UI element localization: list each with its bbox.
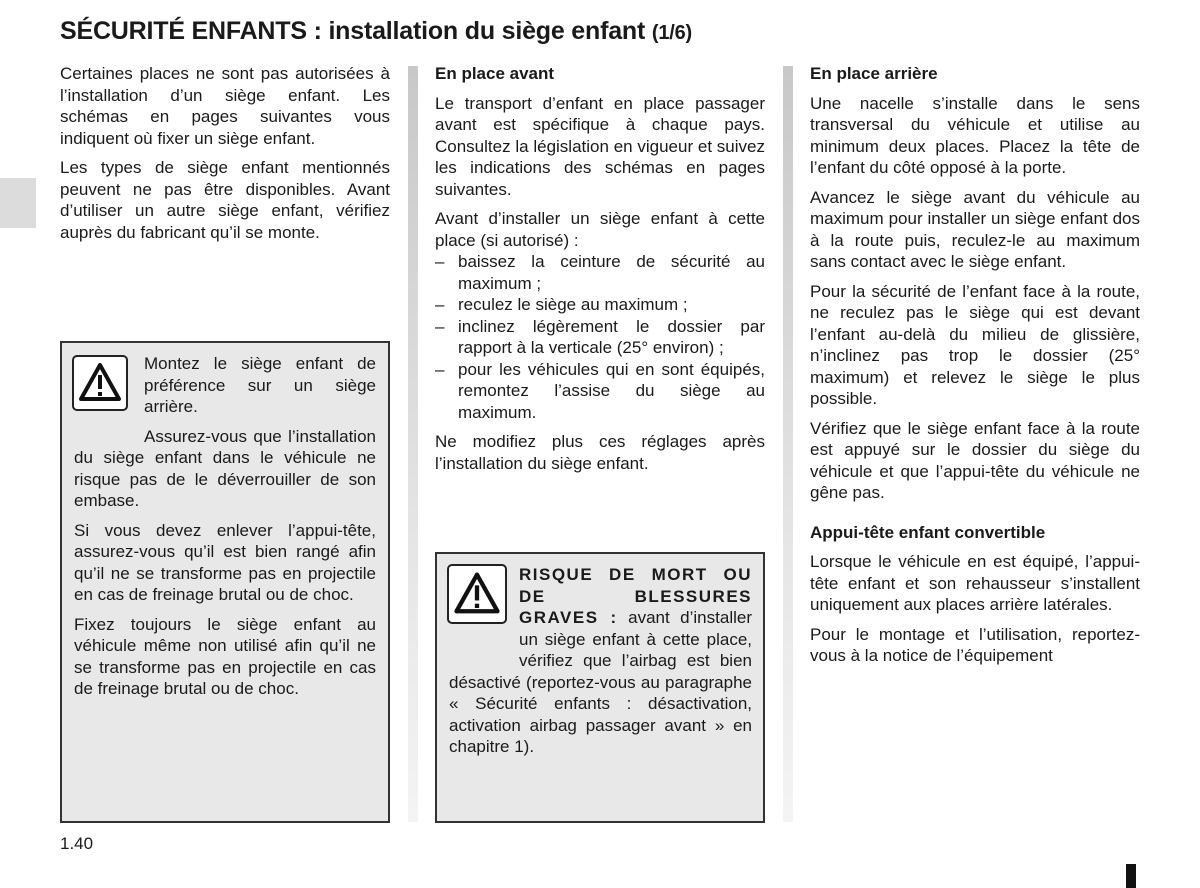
paragraph: Les types de siège enfant mentionnés peuvent ne pas être disponibles. Avant d’utiliser un autre siège enfant, vérifiez auprès du fabricant qu’il se monte.	[60, 158, 390, 242]
list-item: – baissez la ceinture de sécurité au maximum ;	[435, 251, 765, 294]
paragraph: Avant d’installer un siège enfant à cette place (si autorisé) :	[435, 209, 765, 250]
paragraph: Vérifiez que le siège enfant face à la route est appuyé sur le dossier du siège du véhicule et que l’appui-tête du véhicule ne gêne pas.	[810, 418, 1140, 502]
warning-text: avant d’installer un siège enfant à cette place, vérifiez que l’airbag est bien désactivé (reportez-vous au paragraphe « Sécurité enfants : désactivation, activation airbag passager avant » en chapitre 1).	[449, 608, 752, 756]
page-title-text: SÉCURITÉ ENFANTS : installation du siège enfant	[60, 17, 646, 45]
page-title-suffix: (1/6)	[651, 22, 692, 44]
list-item: – reculez le siège au maximum ;	[435, 294, 765, 316]
warning-text: Montez le siège enfant de préférence sur un siège arrière.	[144, 354, 376, 416]
paragraph: Pour la sécurité de l’enfant face à la route, ne reculez pas le siège qui est devant l’enfant au-delà du milieu de glissière, n’inclinez pas trop le dossier (25° maximum) et relevez le siège le plus possible.	[810, 281, 1140, 408]
paragraph: Lorsque le véhicule en est équipé, l’appui-tête enfant et son rehausseur s’installent uniquement aux places arrière latérales.	[810, 552, 1140, 614]
paragraph: Le transport d’enfant en place passager avant est spécifique à chaque pays. Consultez la législation en vigueur et suivez les indications des schémas en pages suivantes.	[435, 93, 765, 199]
paragraph: Certaines places ne sont pas autorisées à l’installation d’un siège enfant. Les schémas en pages suivantes vous indiquent où fixer un siège enfant.	[60, 64, 390, 148]
column-divider	[783, 66, 793, 822]
warning-box-middle	[435, 552, 765, 823]
paragraph: Une nacelle s’installe dans le sens transversal du véhicule et utilise au minimum deux places. Placez la tête de l’enfant du côté opposé à la porte.	[810, 93, 1140, 177]
corner-mark	[1126, 864, 1136, 888]
warning-bold-text: RISQUE DE MORT OU DE BLESSURES GRAVES :	[519, 565, 752, 627]
paragraph: Avancez le siège avant du véhicule au maximum pour installer un siège enfant dos à la route puis, reculez-le au maximum sans contact avec le siège enfant.	[810, 187, 1140, 271]
warning-box-left	[60, 341, 390, 823]
warning-text: Si vous devez enlever l’appui-tête, assurez-vous qu’il est bien rangé afin qu’il ne se transforme pas en projectile en cas de freinage brutal ou de choc.	[74, 520, 376, 604]
list-item: – pour les véhicules qui en sont équipés, remontez l’assise du siège au maximum.	[435, 359, 765, 424]
page-title	[60, 17, 692, 46]
column-left	[60, 63, 390, 251]
section-heading: En place arrière	[810, 64, 938, 83]
section-heading: Appui-tête enfant convertible	[810, 522, 1046, 542]
dash-list	[435, 251, 765, 423]
warning-text: Fixez toujours le siège enfant au véhicule même non utilisé afin qu’il ne se transforme pas en projectile en cas de freinage brutal ou de choc.	[74, 614, 376, 698]
chapter-tab	[0, 178, 36, 228]
column-right	[810, 63, 1140, 675]
column-divider	[408, 66, 418, 822]
column-middle	[435, 63, 765, 482]
page-number: 1.40	[60, 834, 94, 853]
warning-text: Assurez-vous que l’installation du siège enfant dans le véhicule ne risque pas de le déverrouiller de son embase.	[74, 426, 376, 510]
paragraph: Pour le montage et l’utilisation, reportez-vous à la notice de l’équipement	[810, 624, 1140, 665]
section-heading: En place avant	[435, 64, 555, 83]
list-item: – inclinez légèrement le dossier par rapport à la verticale (25° environ) ;	[435, 316, 765, 359]
paragraph: Ne modifiez plus ces réglages après l’installation du siège enfant.	[435, 432, 765, 473]
